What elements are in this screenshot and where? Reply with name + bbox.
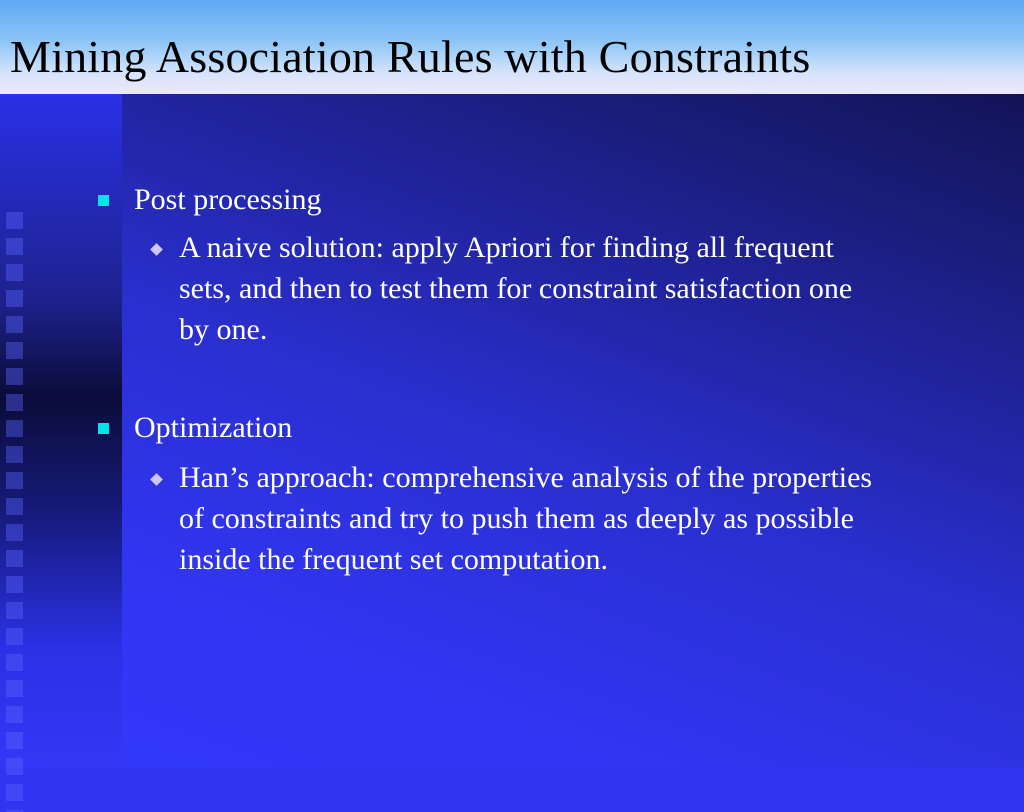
square-bullet-icon	[98, 195, 109, 206]
sub-bullet-text: Han’s approach: comprehensive analysis of the properties of constraints and try to push them as deeply as possible inside the frequent set computation.	[179, 461, 873, 576]
slide-title: Mining Association Rules with Constraints	[10, 31, 811, 82]
sub-bullet-text: A naive solution: apply Apriori for finding all frequent sets, and then to test them for constraint satisfaction one by one.	[179, 231, 853, 346]
square-bullet-icon	[98, 423, 109, 434]
bullet-text: Optimization	[134, 411, 293, 444]
diamond-bullet-icon	[150, 243, 163, 256]
diamond-bullet-icon	[150, 473, 163, 486]
bullet-text: Post processing	[134, 183, 322, 216]
